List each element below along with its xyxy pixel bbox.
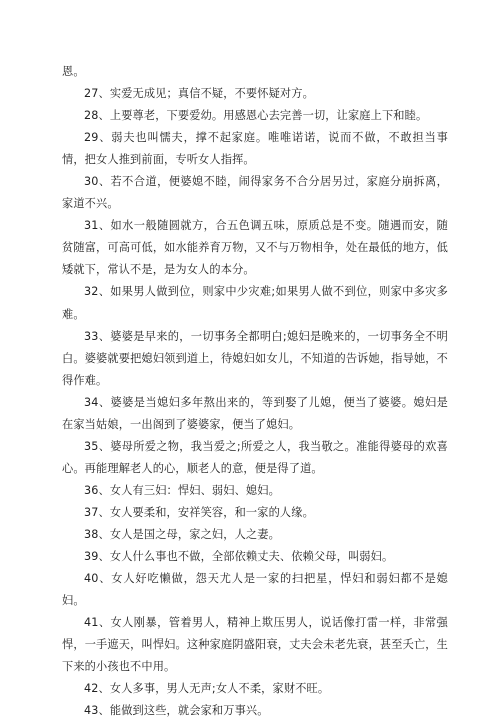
paragraph: 28、上要尊老，下要爱幼。用感恩心去完善一切，让家庭上下和睦。 — [84, 109, 428, 123]
paragraph: 40、女人好吃懒做，怨天尤人是一家的扫把星，悍妇和弱妇都不是媳妇。 — [62, 572, 448, 608]
paragraph: 41、女人刚暴，管着男人，精神上欺压男人，说话像打雷一样，非常强悍，一手遮天，叫悍妇。这种家庭阴盛阳衰，丈夫会未老先衰，甚至夭亡，生下来的小孩也不中用。 — [62, 616, 448, 674]
paragraph: 31、如水一般随圆就方，合五色调五味，原质总是不变。随遇而安，随贫随富，可高可低，如水能养育万物，又不与万物相争，处在最低的地方，低矮就下，常认不是，是为女人的本分。 — [62, 219, 448, 277]
paragraph: 32、如果男人做到位，则家中少灾难;如果男人做不到位，则家中多灾多难。 — [62, 285, 448, 321]
paragraph: 39、女人什么事也不做，全部依赖丈夫、依赖父母，叫弱妇。 — [84, 550, 394, 564]
paragraph: 30、若不合道，便婆媳不睦，闹得家务不合分居另过，家庭分崩拆离，家道不兴。 — [62, 175, 448, 211]
paragraph: 恩。 — [62, 65, 85, 78]
paragraph: 29、弱夫也叫懦夫，撑不起家庭。唯唯诺诺，说而不做，不敢担当事情，把女人推到前面，专听女人指挥。 — [62, 131, 448, 167]
document-body — [62, 61, 448, 722]
paragraph: 33、婆婆是早来的，一切事务全都明白;媳妇是晚来的，一切事务全不明白。婆婆就要把媳妇领到道上，待媳妇如女儿，不知道的告诉她，指导她，不得作难。 — [62, 329, 448, 387]
paragraph: 27、实爱无成见；真信不疑，不要怀疑对方。 — [84, 87, 314, 101]
paragraph: 38、女人是国之母，家之妇，人之妻。 — [84, 527, 280, 541]
paragraph: 34、婆婆是当媳妇多年熬出来的，等到娶了儿媳，便当了婆婆。媳妇是在家当姑娘，一出阁到了婆婆家，便当了媳妇。 — [62, 395, 448, 431]
paragraph: 42、女人多事，男人无声;女人不柔，家财不旺。 — [84, 682, 330, 696]
paragraph: 36、女人有三妇：悍妇、弱妇、媳妇。 — [84, 483, 280, 497]
paragraph: 43、能做到这些，就会家和万事兴。 — [84, 704, 269, 718]
paragraph: 37、女人要柔和，安祥笑容，和一家的人缘。 — [84, 505, 314, 519]
paragraph: 35、婆母所爱之物，我当爱之;所爱之人，我当敬之。准能得婆母的欢喜心。再能理解老人的心，顺老人的意，便是得了道。 — [62, 439, 448, 475]
